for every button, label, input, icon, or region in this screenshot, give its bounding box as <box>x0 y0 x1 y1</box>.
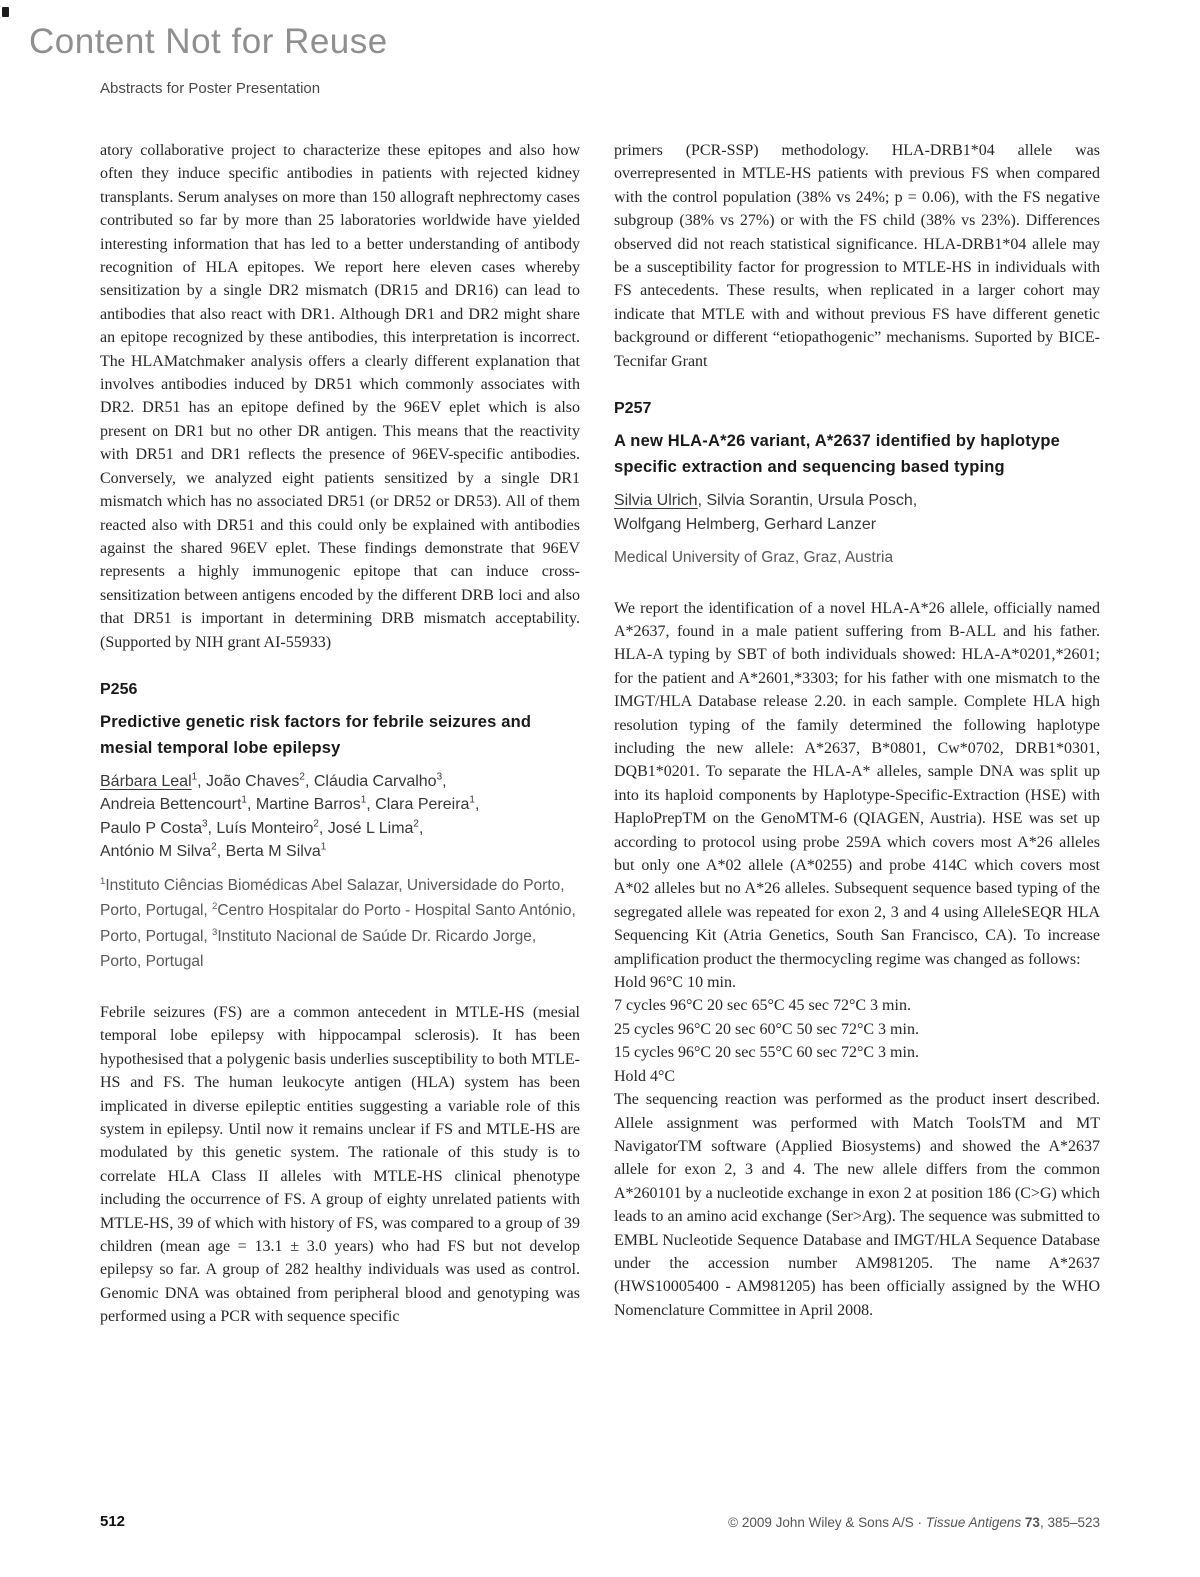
journal-name: Tissue Antigens <box>925 1515 1022 1530</box>
abstract-authors: Bárbara Leal$^1$, João Chaves$^2$, Cláudia Carvalho$^3$, Andreia Bettencourt$^1$, Martine Barros$^1$, Clara Pereira$^1$, Paulo P Costa$^3$, Luís Monteiro$^2$, José L Lima$^2$, António M Silva$^2$, Berta M Silva$^1$ <box>100 771 480 861</box>
abstract-body-text: Febrile seizures (FS) are a common antecedent in MTLE-HS (mesial temporal lobe epilepsy with hippocampal sclerosis). It has been hypothesised that a polygenic basis underlies susceptibility to both MTLE-HS and FS. The human leukocyte antigen (HLA) system has been implicated in diverse epileptic entities suggesting a variable role of this system in epilepsy. Until now it remains unclear if FS and MTLE-HS are modulated by this genetic system. The rationale of this study is to correlate HLA Class II alleles with MTLE-HS clinical phenotype including the occurrence of FS. A group of eighty unrelated patients with MTLE-HS, 39 of which with history of FS, was compared to a group of 39 children (mean age = 13.1 ± 3.0 years) who had FS but not develop epilepsy so far. A group of 282 healthy individuals was used as control. Genomic DNA was obtained from peripheral blood and genotyping was performed using a PCR with sequence specific <box>100 1003 580 1326</box>
page-number: 512 <box>100 1513 126 1530</box>
abstract-authors: Silvia Ulrich, Silvia Sorantin, Ursula Posch, Wolfgang Helmberg, Gerhard Lanzer <box>614 492 918 533</box>
abstract-body-text: We report the identification of a novel HLA-A*26 allele, officially named A*2637, found in a male patient suffering from B-ALL and his father. HLA-A typing by SBT of both individuals showed: HLA-A*0201,*2601; for the patient and A*2601,*3303; for his father with one mismatch to the IMGT/HLA Database release 2.20. in each sample. Complete HLA high resolution typing of the family determined the following haplotype including the new allele: A*2637, B*0801, Cw*0702, DRB1*0301, DQB1*0201. To separate the HLA-A* alleles, sample DNA was split up into its haploid components by Haplotype-Specific-Extraction (HSE) with HaploPrepTM on the GenoMTM-6 (QIAGEN, Austria). HSE was set up according to protocol using probe 259A which covers most A*26 alleles but only one A*02 allele (A*0255) and probe 414C which covers most A*02 alleles but no A*26 alleles. Subsequent sequence based typing of the segregated allele was repeated for exon 2, 3 and 4 using AlleleSEQR HLA Sequencing Kit (Atria Genetics, South San Francisco, CA). To increase amplification product the thermocycling regime was changed as follows: <box>614 599 1100 968</box>
abstract-continuation-text: atory collaborative project to characterize these epitopes and also how often they induce specific antibodies in patients with rejected kidney transplants. Serum analyses on more than 150 allograft nephrectomy cases contributed so far by more than 25 laboratories worldwide have yielded interesting information that has led to a better understanding of antibody recognition of HLA epitopes. We report here eleven cases whereby sensitization by a single DR2 mismatch (DR15 and DR16) can lead to antibodies that also react with DR1. Although DR1 and DR2 might share an epitope recognized by these antibodies, this interpretation is incorrect. The HLAMatchmaker analysis offers a clearly different explanation that involves antibodies induced by DR51 which commonly associates with DR2. DR51 has an epitope defined by the 96EV eplet which is also present on DR1 but no other DR antigen. This means that the reactivity with DR51 and DR1 reflects the presence of 96EV-specific antibodies. Conversely, we analyzed eight patients sensitized by a single DR1 mismatch which has no associated DR51 (or DR52 or DR53). All of them reacted also with DR51 and this could only be explained with antibodies against the shared 96EV eplet. These findings demonstrate that 96EV represents a highly immunogenic epitope that can induce cross-sensitization between antigens encoded by the different DRB loci and also that DR51 is important in determining DRB mismatch acceptability. (Supported by NIH grant AI-55933) <box>100 142 580 651</box>
journal-volume: 73 <box>1021 1515 1040 1530</box>
abstract-p257 <box>614 400 1100 1322</box>
footer-copyright <box>728 1515 1100 1530</box>
abstract-number: P256 <box>100 680 138 698</box>
abstract-body-text: The sequencing reaction was performed as the product insert described. Allele assignment was performed with Match ToolsTM and MT NavigatorTM software (Applied Biosystems) and showed the A*2637 allele for exon 2, 3 and 4. The new allele differs from the common A*260101 by a nucleotide exchange in exon 2 at position 186 (C>G) which leads to an amino acid exchange (Ser>Arg). The sequence was submitted to EMBL Nucleotide Sequence Database and IMGT/HLA Sequence Database under the accession number AM981205. The name A*2637 (HWS10005400 - AM981205) has been officially assigned by the WHO Nomenclature Committee in April 2008. <box>614 1091 1100 1319</box>
abstract-number: P257 <box>614 400 652 418</box>
abstract-title: A new HLA-A*26 variant, A*2637 identified by haplotype specific extraction and sequencing based typing <box>614 432 1061 477</box>
abstract-p256 <box>100 681 580 1329</box>
scan-artifact-mark <box>2 7 9 17</box>
content-not-for-reuse-watermark: Content Not for Reuse <box>29 22 388 61</box>
running-head: Abstracts for Poster Presentation <box>100 80 321 97</box>
left-column <box>100 139 580 1329</box>
abstract-continuation-text: primers (PCR-SSP) methodology. HLA-DRB1*04 allele was overrepresented in MTLE-HS patients with previous FS when compared with the control population (38% vs 24%; p = 0.06), with the FS negative subgroup (38% vs 27%) or with the FS child (38% vs 23%). Differences observed did not reach statistical significance. HLA-DRB1*04 allele may be a susceptibility factor for progression to MTLE-HS in individuals with FS antecedents. These results, when replicated in a larger cohort may indicate that MTLE with and without previous FS have different genetic background or different “etiopathogenic” mechanisms. Suported by BICE-Tecnifar Grant <box>614 142 1100 370</box>
abstract-title: Predictive genetic risk factors for febrile seizures and mesial temporal lobe epilepsy <box>100 712 532 757</box>
copyright-text: © 2009 John Wiley & Sons A/S · <box>728 1515 926 1530</box>
abstract-affiliations: $^1$Instituto Ciências Biomédicas Abel Salazar, Universidade do Porto, Porto, Portugal, $^2$Centro Hospitalar do Porto - Hospital Santo António, Porto, Portugal, $^3$Instituto Nacional de Saúde Dr. Ricardo Jorge, Porto, Portugal <box>100 875 576 971</box>
two-column-layout <box>100 139 1100 1329</box>
right-column <box>614 139 1100 1329</box>
thermocycling-protocol: Hold 96°C 10 min. 7 cycles 96°C 20 sec 65°C 45 sec 72°C 3 min. 25 cycles 96°C 20 sec 60°C 50 sec 72°C 3 min. 15 cycles 96°C 20 sec 55°C 60 sec 72°C 3 min. Hold 4°C <box>614 974 919 1085</box>
journal-pages: , 385–523 <box>1039 1515 1100 1530</box>
abstract-affiliations: Medical University of Graz, Graz, Austria <box>614 549 894 567</box>
